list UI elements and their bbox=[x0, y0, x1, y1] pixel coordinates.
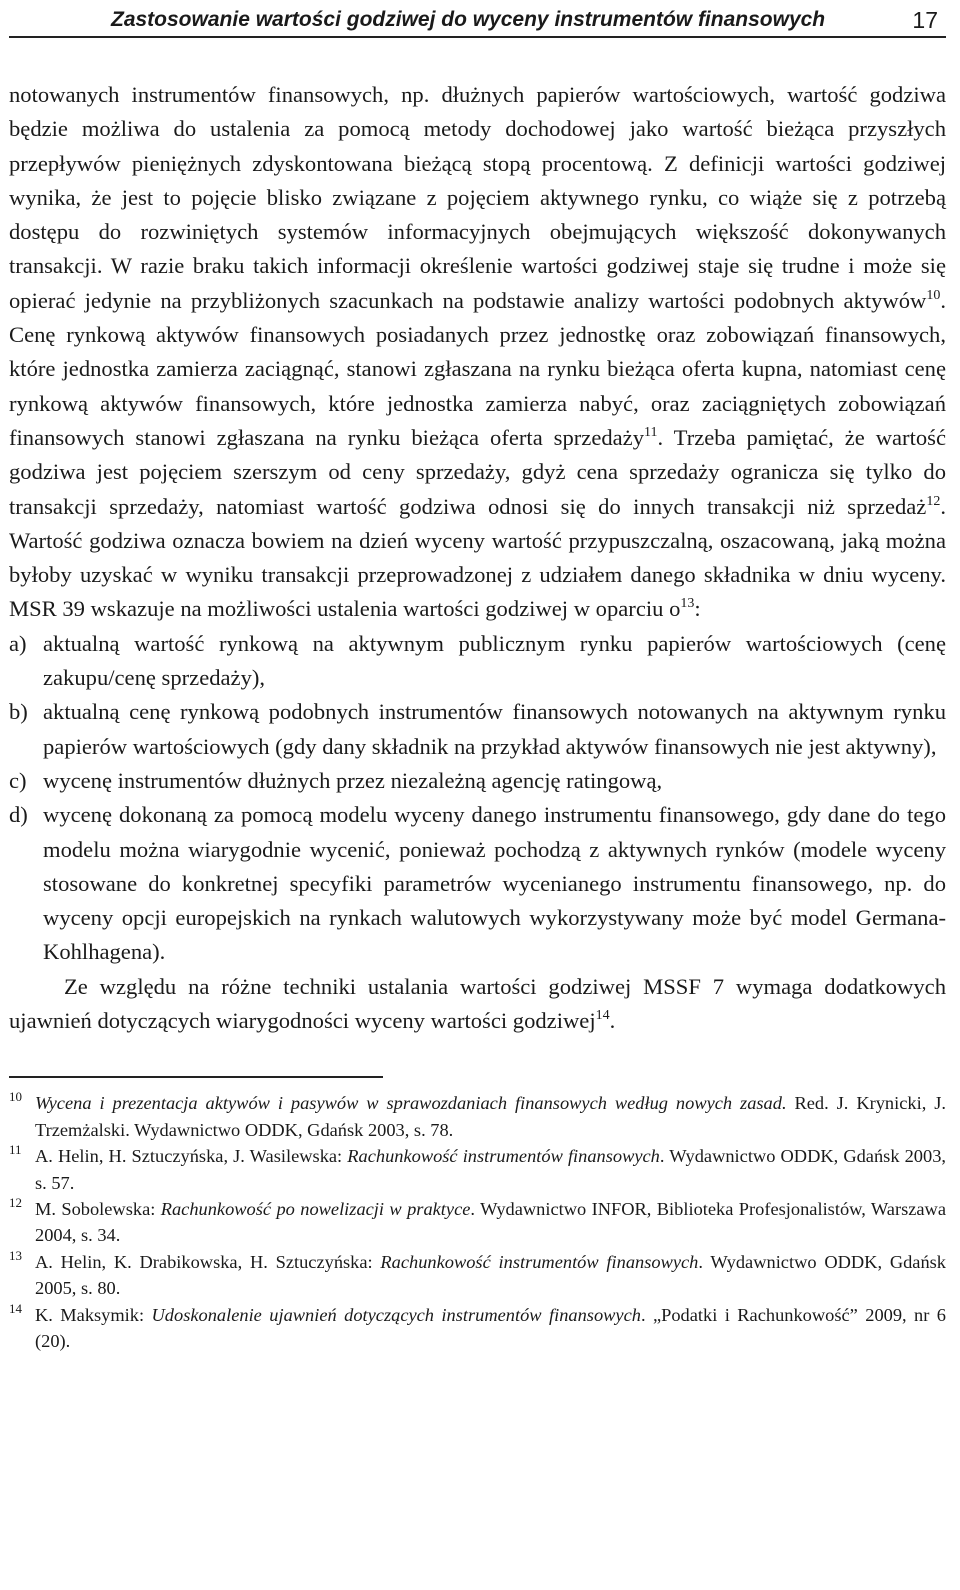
list-text: aktualną cenę rynkową podobnych instrumentów finansowych notowanych na aktywnym rynku papierów wartościowych (gdy dany składnik na przykład aktywów finansowych nie jest aktywny), bbox=[43, 699, 946, 759]
paragraph-text: notowanych instrumentów finansowych, np. dłużnych papierów wartościowych, wartość godziwa będzie możliwa do ustalenia za pomocą metody dochodowej jako wartość bieżąca przyszłych przepływów pieniężnych zdyskontowana bieżącą stopą procentową. Z definicji wartości godziwej wynika, że jest to pojęcie blisko związane z pojęciem aktywnego rynku, co wiąże się z potrzebą dostępu do rozwiniętych systemów informacyjnych obejmujących większość dokonywanych transakcji. W razie braku takich informacji określenie wartości godziwej staje się trudne i może się opierać jedynie na przybliżonych szacunkach na podstawie analizy wartości podobnych aktywów bbox=[9, 82, 946, 313]
paragraph-text: . Wartość godziwa oznacza bowiem na dzień wyceny wartość przypuszczalną, oszacowaną, jaką można byłoby uzyskać w wyniku transakcji przeprowadzonej z udziałem danego składnika w dniu wyceny. MSR 39 wskazuje na możliwości ustalenia wartości godziwej w oparciu o bbox=[9, 493, 946, 622]
footnote-number: 10 bbox=[9, 1089, 22, 1105]
footnote-author: A. Helin, K. Drabikowska, H. Sztuczyńska: bbox=[35, 1251, 381, 1272]
footnote-text: . Wydawnictwo ODDK, Gdańsk 2005, s. 80. bbox=[35, 1251, 947, 1299]
footnote bbox=[9, 1302, 946, 1355]
footnote-text: Red. J. Krynicki, J. Trzemżalski. Wydawnictwo ODDK, Gdańsk 2003, s. 78. bbox=[35, 1093, 946, 1140]
footnote bbox=[9, 1249, 946, 1302]
paragraph-text: Ze względu na różne techniki ustalania wartości godziwej MSSF 7 wymaga dodatkowych ujawnień dotyczących wiarygodności wyceny wartości godziwej bbox=[9, 973, 946, 1034]
paragraph bbox=[9, 78, 946, 627]
paragraph-text: : bbox=[694, 596, 701, 622]
list-label: c) bbox=[9, 767, 27, 793]
footnote-title: Rachunkowość instrumentów finansowych bbox=[380, 1251, 699, 1272]
footnotes bbox=[9, 1090, 946, 1354]
list-text: aktualną wartość rynkową na aktywnym publicznym rynku papierów wartościowych (cenę zakupu/cenę sprzedaży), bbox=[43, 630, 946, 691]
footnote-text: . Wydawnictwo ODDK, Gdańsk 2003, s. 57. bbox=[35, 1146, 946, 1193]
footnote-ref-13[interactable]: 13 bbox=[680, 596, 695, 612]
footnote-number: 11 bbox=[9, 1142, 22, 1158]
footnote-author: M. Sobolewska: bbox=[35, 1198, 161, 1219]
footnote-title: Udoskonalenie ujawnień dotyczących instrumentów finansowych bbox=[151, 1304, 641, 1325]
list-label: b) bbox=[9, 699, 28, 725]
paragraph-text: . Trzeba pamiętać, że wartość godziwa jest pojęciem szerszym od ceny sprzedaży, gdyż cena sprzedaży ogranicza się tylko do transakcji sprzedaży, natomiast wartość godziwa odnosi się do innych transakcji niż sprzedaż bbox=[9, 424, 946, 519]
list-item bbox=[9, 764, 946, 798]
footnote-author: K. Maksymik: bbox=[35, 1304, 152, 1325]
list-item bbox=[9, 627, 946, 696]
footnote-title: Rachunkowość instrumentów finansowych bbox=[347, 1146, 660, 1167]
page-number: 17 bbox=[912, 7, 938, 33]
footnote-title: Wycena i prezentacja aktywów i pasywów w sprawozdaniach finansowych według nowych zasad. bbox=[35, 1093, 787, 1114]
footnote bbox=[9, 1143, 946, 1196]
header-title: Zastosowanie wartości godziwej do wyceny instrumentów finansowych bbox=[111, 8, 826, 31]
footnote-separator bbox=[9, 1076, 383, 1078]
footnote-author: A. Helin, H. Sztuczyńska, J. Wasilewska: bbox=[35, 1146, 348, 1167]
paragraph bbox=[9, 970, 946, 1039]
footnote bbox=[9, 1090, 946, 1143]
list-text: wycenę instrumentów dłużnych przez niezależną agencję ratingową, bbox=[43, 767, 663, 793]
list-label: d) bbox=[9, 802, 28, 828]
footnote bbox=[9, 1196, 946, 1249]
footnote-ref-10[interactable]: 10 bbox=[926, 287, 941, 303]
footnote-ref-14[interactable]: 14 bbox=[595, 1008, 610, 1024]
footnote-text: . Wydawnictwo INFOR, Biblioteka Profesjonalistów, Warszawa 2004, s. 34. bbox=[35, 1198, 946, 1246]
footnote-ref-12[interactable]: 12 bbox=[926, 493, 941, 509]
footnote-number: 12 bbox=[9, 1194, 22, 1210]
list-text: wycenę dokonaną za pomocą modelu wyceny danego instrumentu finansowego, gdy dane do tego modelu można wiarygodnie wycenić, ponieważ pochodzą z aktywnych rynków (modele wyceny stosowane do konkretnej specyfiki parametrów wycenianego instrumentu finansowego, np. do wyceny opcji europejskich na rynkach walutowych wykorzystywany może być model Germana-Kohlhagena). bbox=[43, 802, 946, 965]
list-item bbox=[9, 695, 946, 764]
footnote-text: . „Podatki i Rachunkowość” 2009, nr 6 (20). bbox=[35, 1304, 947, 1351]
footnote-ref-11[interactable]: 11 bbox=[644, 424, 658, 440]
footnote-title: Rachunkowość po nowelizacji w praktyce bbox=[160, 1198, 471, 1219]
footnote-number: 13 bbox=[9, 1247, 22, 1263]
footnote-number: 14 bbox=[9, 1300, 22, 1316]
enumerated-list bbox=[9, 627, 946, 970]
body-text bbox=[9, 78, 946, 1038]
list-item bbox=[9, 798, 946, 969]
paragraph-text: . bbox=[609, 1008, 616, 1034]
list-label: a) bbox=[9, 630, 27, 656]
paragraph-text: . Cenę rynkową aktywów finansowych posiadanych przez jednostkę oraz zobowiązań finansowych, które jednostka zamierza zaciągnąć, stanowi zgłaszana na rynku bieżąca oferta kupna, natomiast cenę rynkową aktywów finansowych, które jednostka zamierza nabyć, oraz zaciągniętych zobowiązań finansowych stanowi zgłaszana na rynku bieżąca oferta sprzedaży bbox=[9, 287, 946, 450]
running-header bbox=[9, 0, 946, 38]
